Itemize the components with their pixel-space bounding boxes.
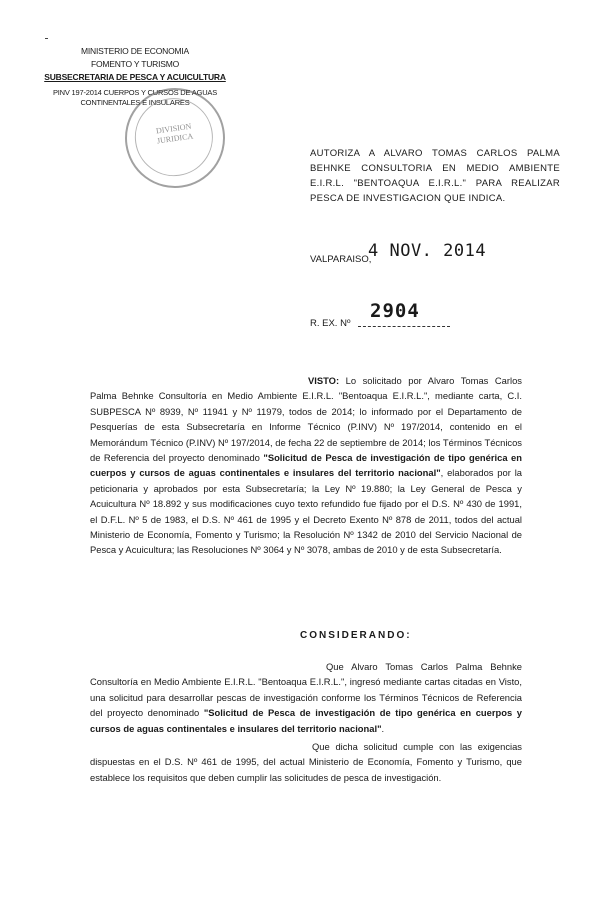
visto-label: VISTO: bbox=[308, 375, 340, 386]
considerando-heading: CONSIDERANDO: bbox=[300, 630, 412, 641]
resolution-subject: AUTORIZA A ALVARO TOMAS CARLOS PALMA BEHNKE CONSULTORIA EN MEDIO AMBIENTE E.I.R.L. "BENTOAQUA E.I.R.L." PARA REALIZAR PESCA DE INVESTIGACION QUE INDICA. bbox=[310, 148, 560, 204]
considerando-project-title: "Solicitud de Pesca de investigación de tipo genérica en cuerpos y cursos de aguas continentales e insulares del territorio nacional" bbox=[90, 707, 522, 734]
considerando-text-end: . bbox=[381, 722, 385, 734]
header-subsecretaria: SUBSECRETARIA DE PESCA Y ACUICULTURA bbox=[44, 72, 226, 82]
considerando-paragraph-2: Que dicha solicitud cumple con las exigencias dispuestas en el D.S. Nº 461 de 1995, del actual Ministerio de Economía, Fomento y Turismo, que establece los requisitos que deben cumplir las solicitudes de pesca de investigación. bbox=[90, 741, 522, 783]
visto-text-1: Lo solicitado por Alvaro Tomas Carlos Palma Behnke Consultoría en Medio Ambiente E.I.R.L. "Bentoaqua E.I.R.L.", mediante carta, C.I. SUBPESCA Nº 8939, Nº 11941 y Nº 11979, todos de 2014; lo informado por el Departamento de Pesquerías de esta Subsecretaría en Informe Técnico (P.INV) Nº 197/2014, contenido en el Memorándum Técnico (P.INV) Nº 197/2014, de fecha 22 de septiembre de 2014; los Términos Técnicos de Referencia del proyecto denominado bbox=[90, 375, 522, 464]
header-ministry: MINISTERIO DE ECONOMIA bbox=[81, 46, 189, 56]
place-label: VALPARAISO, bbox=[310, 254, 372, 265]
header-reference-cont: CONTINENTALES E INSULARES bbox=[80, 98, 190, 107]
visto-project-title: "Solicitud de Pesca de investigación de tipo genérica en cuerpos y cursos de aguas continentales e insulares del territorio nacional" bbox=[90, 452, 522, 479]
visto-text-2: , elaborados por la peticionaria y aprobados por esta Subsecretaría; la Ley Nº 19.880; la Ley General de Pesca y Acuicultura Nº 18.892 y sus modificaciones cuyo texto refundido fue fijado por el D.S. Nº 430 de 1991, el D.F.L. Nº 5 de 1983, el D.S. Nº 461 de 1995 y el Decreto Exento Nº 878 de 2011, todos del actual Ministerio de Economía, Fomento y Turismo; la Resolución Nº 1342 de 2010 del Servicio Nacional de Pesca y Acuicultura; las Resoluciones Nº 3064 y Nº 3078, ambas de 2010 y de esta Subsecretaría. bbox=[90, 467, 522, 556]
scan-mark bbox=[45, 38, 48, 39]
considerando-paragraph-1 bbox=[90, 659, 522, 736]
visto-paragraph bbox=[90, 373, 522, 558]
stamp-text: DIVISION JURIDICA bbox=[155, 121, 194, 146]
rex-number: 2904 bbox=[370, 300, 420, 322]
considerando-text-1: Que Alvaro Tomas Carlos Palma Behnke Consultoría en Medio Ambiente E.I.R.L. "Bentoaqua E.I.R.L.", ingresó mediante cartas citadas en Visto, una solicitud para desarrollar pescas de investigación conforme los Términos Técnicos de Referencia del proyecto denominado bbox=[90, 661, 522, 719]
stamped-date: 4 NOV. 2014 bbox=[368, 241, 487, 261]
rex-number-line bbox=[358, 326, 450, 327]
header-reference: PINV 197-2014 CUERPOS Y CURSOS DE AGUAS bbox=[52, 88, 218, 97]
rex-label: R. EX. Nº bbox=[310, 318, 351, 329]
header-ministry-sub: FOMENTO Y TURISMO bbox=[90, 59, 180, 69]
